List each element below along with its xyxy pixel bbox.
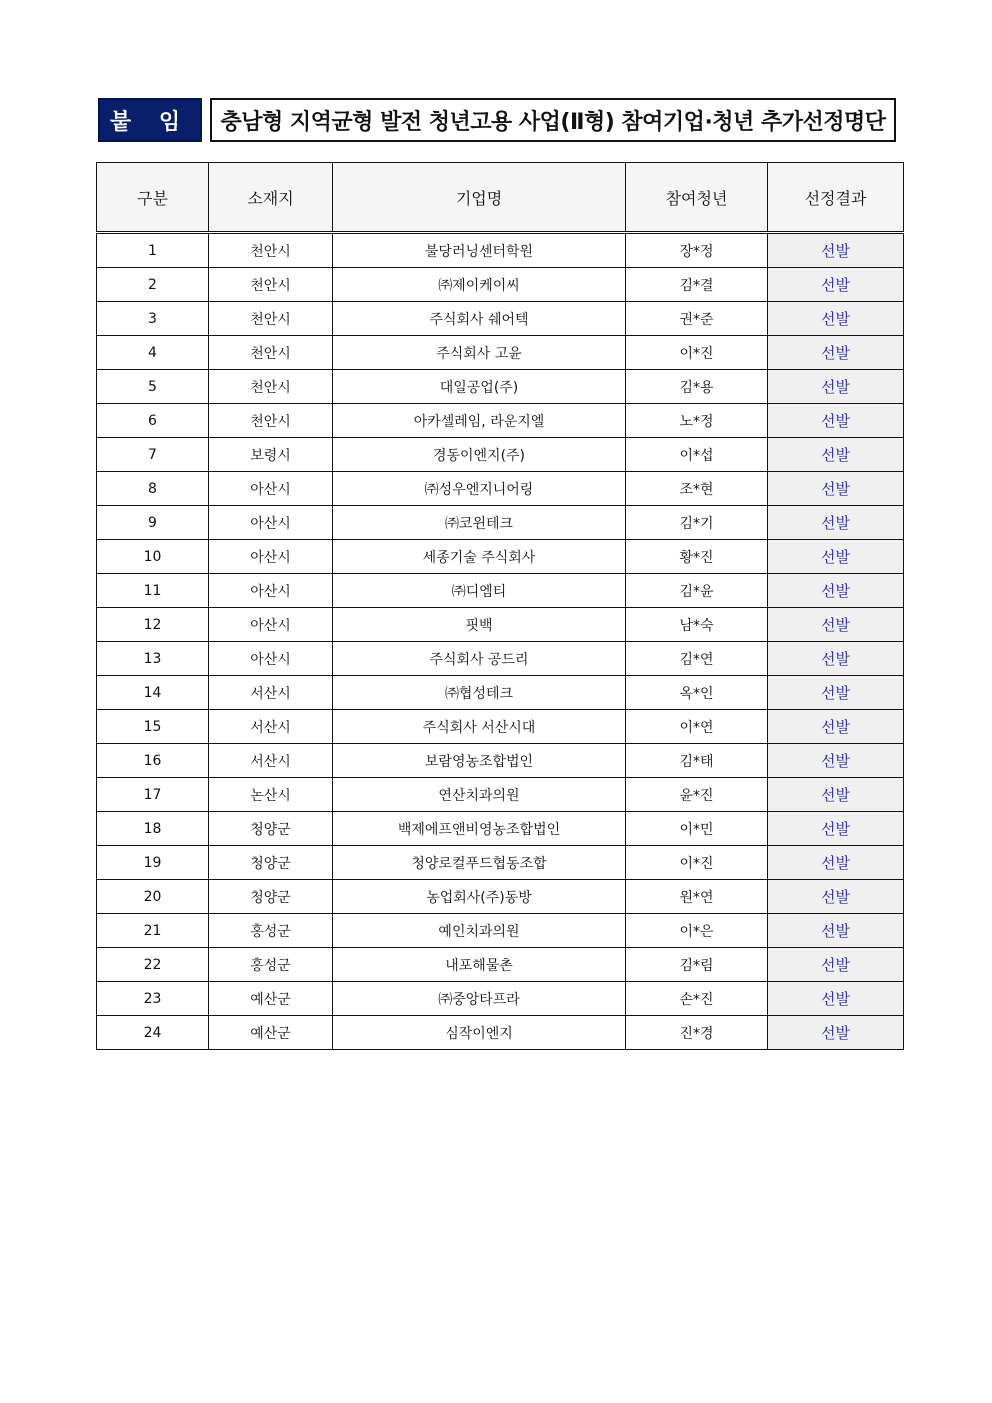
cell-location: 아산시 bbox=[209, 642, 333, 676]
table-row bbox=[97, 880, 904, 914]
cell-participant: 이*섭 bbox=[626, 438, 768, 472]
cell-number: 14 bbox=[97, 676, 209, 710]
table-row bbox=[97, 472, 904, 506]
cell-company: 청양로컬푸드협동조합 bbox=[333, 846, 626, 880]
table-row bbox=[97, 1016, 904, 1050]
cell-participant: 이*은 bbox=[626, 914, 768, 948]
cell-result: 선발 bbox=[768, 472, 904, 506]
table-row bbox=[97, 370, 904, 404]
cell-company: 주식회사 고윤 bbox=[333, 336, 626, 370]
cell-result: 선발 bbox=[768, 982, 904, 1016]
table-row bbox=[97, 914, 904, 948]
column-header-number: 구분 bbox=[97, 163, 209, 233]
cell-result: 선발 bbox=[768, 608, 904, 642]
cell-result: 선발 bbox=[768, 574, 904, 608]
cell-company: 백제에프앤비영농조합법인 bbox=[333, 812, 626, 846]
cell-location: 예산군 bbox=[209, 1016, 333, 1050]
cell-number: 19 bbox=[97, 846, 209, 880]
cell-participant: 김*결 bbox=[626, 268, 768, 302]
cell-result: 선발 bbox=[768, 233, 904, 268]
document-header bbox=[98, 98, 902, 142]
cell-participant: 김*윤 bbox=[626, 574, 768, 608]
cell-company: 경동이엔지(주) bbox=[333, 438, 626, 472]
cell-company: 핏백 bbox=[333, 608, 626, 642]
cell-number: 24 bbox=[97, 1016, 209, 1050]
cell-location: 서산시 bbox=[209, 710, 333, 744]
cell-result: 선발 bbox=[768, 914, 904, 948]
cell-participant: 이*진 bbox=[626, 846, 768, 880]
cell-result: 선발 bbox=[768, 744, 904, 778]
table-row bbox=[97, 642, 904, 676]
cell-location: 천안시 bbox=[209, 302, 333, 336]
cell-number: 20 bbox=[97, 880, 209, 914]
cell-participant: 권*준 bbox=[626, 302, 768, 336]
cell-location: 천안시 bbox=[209, 370, 333, 404]
table-row bbox=[97, 608, 904, 642]
column-header-location: 소재지 bbox=[209, 163, 333, 233]
attachment-badge: 붙 임 bbox=[98, 98, 202, 142]
selection-table bbox=[96, 162, 904, 1050]
cell-company: ㈜중앙타프라 bbox=[333, 982, 626, 1016]
cell-number: 21 bbox=[97, 914, 209, 948]
cell-participant: 김*연 bbox=[626, 642, 768, 676]
cell-company: ㈜디엠티 bbox=[333, 574, 626, 608]
cell-company: ㈜성우엔지니어링 bbox=[333, 472, 626, 506]
cell-result: 선발 bbox=[768, 948, 904, 982]
cell-location: 아산시 bbox=[209, 608, 333, 642]
cell-number: 4 bbox=[97, 336, 209, 370]
cell-participant: 손*진 bbox=[626, 982, 768, 1016]
cell-location: 천안시 bbox=[209, 268, 333, 302]
cell-number: 17 bbox=[97, 778, 209, 812]
cell-result: 선발 bbox=[768, 846, 904, 880]
cell-number: 5 bbox=[97, 370, 209, 404]
cell-result: 선발 bbox=[768, 370, 904, 404]
cell-location: 아산시 bbox=[209, 506, 333, 540]
cell-participant: 원*연 bbox=[626, 880, 768, 914]
table-header-row bbox=[97, 163, 904, 233]
cell-participant: 남*숙 bbox=[626, 608, 768, 642]
cell-location: 천안시 bbox=[209, 404, 333, 438]
cell-number: 13 bbox=[97, 642, 209, 676]
cell-participant: 진*경 bbox=[626, 1016, 768, 1050]
table-row bbox=[97, 506, 904, 540]
column-header-participant: 참여청년 bbox=[626, 163, 768, 233]
cell-company: 예인치과의원 bbox=[333, 914, 626, 948]
cell-result: 선발 bbox=[768, 812, 904, 846]
cell-participant: 노*정 bbox=[626, 404, 768, 438]
cell-company: 내포해물촌 bbox=[333, 948, 626, 982]
cell-participant: 이*민 bbox=[626, 812, 768, 846]
cell-company: ㈜제이케이씨 bbox=[333, 268, 626, 302]
table-row bbox=[97, 438, 904, 472]
cell-participant: 김*기 bbox=[626, 506, 768, 540]
cell-number: 18 bbox=[97, 812, 209, 846]
table-row bbox=[97, 302, 904, 336]
cell-number: 3 bbox=[97, 302, 209, 336]
cell-result: 선발 bbox=[768, 880, 904, 914]
cell-participant: 조*현 bbox=[626, 472, 768, 506]
cell-participant: 김*태 bbox=[626, 744, 768, 778]
table-row bbox=[97, 540, 904, 574]
cell-location: 천안시 bbox=[209, 233, 333, 268]
cell-company: ㈜협성테크 bbox=[333, 676, 626, 710]
cell-company: 심작이엔지 bbox=[333, 1016, 626, 1050]
cell-result: 선발 bbox=[768, 506, 904, 540]
cell-result: 선발 bbox=[768, 778, 904, 812]
document-title: 충남형 지역균형 발전 청년고용 사업(Ⅱ형) 참여기업·청년 추가선정명단 bbox=[210, 98, 896, 142]
cell-participant: 옥*인 bbox=[626, 676, 768, 710]
table-row bbox=[97, 676, 904, 710]
cell-company: 불당러닝센터학원 bbox=[333, 233, 626, 268]
table-row bbox=[97, 846, 904, 880]
cell-location: 아산시 bbox=[209, 574, 333, 608]
cell-result: 선발 bbox=[768, 642, 904, 676]
cell-result: 선발 bbox=[768, 710, 904, 744]
cell-company: 대일공업(주) bbox=[333, 370, 626, 404]
cell-result: 선발 bbox=[768, 268, 904, 302]
cell-result: 선발 bbox=[768, 302, 904, 336]
cell-result: 선발 bbox=[768, 438, 904, 472]
table-row bbox=[97, 233, 904, 268]
cell-company: 주식회사 쉐어텍 bbox=[333, 302, 626, 336]
cell-number: 15 bbox=[97, 710, 209, 744]
cell-result: 선발 bbox=[768, 1016, 904, 1050]
cell-company: 주식회사 공드리 bbox=[333, 642, 626, 676]
cell-location: 천안시 bbox=[209, 336, 333, 370]
cell-result: 선발 bbox=[768, 404, 904, 438]
cell-number: 10 bbox=[97, 540, 209, 574]
column-header-company: 기업명 bbox=[333, 163, 626, 233]
cell-result: 선발 bbox=[768, 540, 904, 574]
column-header-result: 선정결과 bbox=[768, 163, 904, 233]
table-row bbox=[97, 268, 904, 302]
cell-participant: 장*정 bbox=[626, 233, 768, 268]
cell-location: 서산시 bbox=[209, 676, 333, 710]
cell-participant: 김*용 bbox=[626, 370, 768, 404]
cell-number: 23 bbox=[97, 982, 209, 1016]
table-row bbox=[97, 710, 904, 744]
cell-location: 서산시 bbox=[209, 744, 333, 778]
cell-number: 8 bbox=[97, 472, 209, 506]
table-row bbox=[97, 404, 904, 438]
table-row bbox=[97, 948, 904, 982]
cell-number: 2 bbox=[97, 268, 209, 302]
cell-number: 11 bbox=[97, 574, 209, 608]
cell-participant: 황*진 bbox=[626, 540, 768, 574]
cell-location: 예산군 bbox=[209, 982, 333, 1016]
cell-number: 22 bbox=[97, 948, 209, 982]
cell-participant: 김*림 bbox=[626, 948, 768, 982]
table-row bbox=[97, 812, 904, 846]
cell-number: 7 bbox=[97, 438, 209, 472]
cell-location: 홍성군 bbox=[209, 914, 333, 948]
cell-participant: 이*연 bbox=[626, 710, 768, 744]
table-row bbox=[97, 336, 904, 370]
cell-result: 선발 bbox=[768, 336, 904, 370]
table-row bbox=[97, 982, 904, 1016]
cell-company: 아카셀레임, 라운지엘 bbox=[333, 404, 626, 438]
cell-company: 농업회사(주)동방 bbox=[333, 880, 626, 914]
cell-company: 보람영농조합법인 bbox=[333, 744, 626, 778]
cell-number: 6 bbox=[97, 404, 209, 438]
cell-company: 세종기술 주식회사 bbox=[333, 540, 626, 574]
cell-location: 청양군 bbox=[209, 812, 333, 846]
cell-number: 16 bbox=[97, 744, 209, 778]
cell-result: 선발 bbox=[768, 676, 904, 710]
table-row bbox=[97, 574, 904, 608]
cell-company: 연산치과의원 bbox=[333, 778, 626, 812]
cell-company: ㈜코윈테크 bbox=[333, 506, 626, 540]
cell-location: 아산시 bbox=[209, 540, 333, 574]
cell-location: 논산시 bbox=[209, 778, 333, 812]
cell-participant: 윤*진 bbox=[626, 778, 768, 812]
table-row bbox=[97, 744, 904, 778]
cell-number: 1 bbox=[97, 233, 209, 268]
cell-company: 주식회사 서산시대 bbox=[333, 710, 626, 744]
cell-location: 홍성군 bbox=[209, 948, 333, 982]
cell-location: 청양군 bbox=[209, 880, 333, 914]
cell-number: 9 bbox=[97, 506, 209, 540]
table-row bbox=[97, 778, 904, 812]
cell-participant: 이*진 bbox=[626, 336, 768, 370]
cell-location: 보령시 bbox=[209, 438, 333, 472]
cell-location: 청양군 bbox=[209, 846, 333, 880]
cell-number: 12 bbox=[97, 608, 209, 642]
cell-location: 아산시 bbox=[209, 472, 333, 506]
